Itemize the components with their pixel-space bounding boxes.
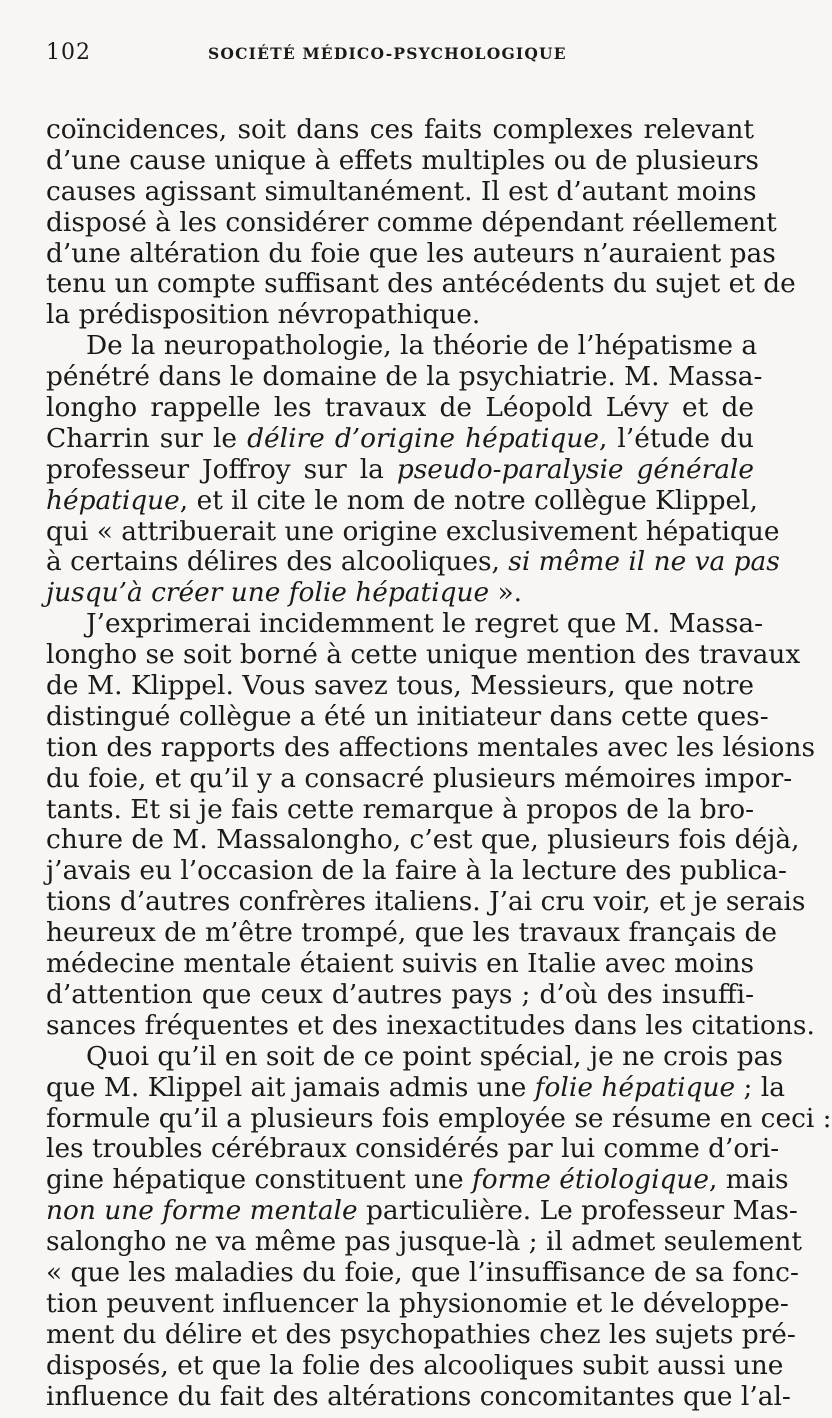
text-line: formule qu’il a plusieurs fois employée se résume en ceci : bbox=[46, 1102, 832, 1134]
text-line: la prédisposition névropathique. bbox=[46, 299, 481, 331]
text-line: d’une altération du foie que les auteurs n’auraient pas bbox=[46, 237, 776, 269]
text-segment: , et il cite le nom de notre collègue Klippel, bbox=[179, 484, 758, 516]
text-line: causes agissant simultanément. Il est d’autant moins bbox=[46, 175, 757, 207]
text-segment: que M. Klippel ait jamais admis une bbox=[46, 1071, 535, 1103]
text-segment: ; la bbox=[735, 1071, 785, 1103]
text-line: tion des rapports des affections mentales avec les lésions bbox=[46, 731, 815, 763]
text-line: chure de M. Massalongho, c’est que, plusieurs fois déjà, bbox=[46, 824, 800, 856]
text-line: sances fréquentes et des inexactitudes dans les citations. bbox=[46, 1009, 815, 1041]
text-line bbox=[46, 578, 754, 609]
text-line: pénétré dans le domaine de la psychiatrie. M. Massa- bbox=[46, 361, 763, 393]
text-line: Quoi qu’il en soit de ce point spécial, je ne crois pas bbox=[86, 1040, 783, 1072]
text-line: tants. Et si je fais cette remarque à propos de la bro- bbox=[46, 793, 755, 825]
body-text bbox=[46, 114, 832, 1412]
text-line: de M. Klippel. Vous savez tous, Messieurs, que notre bbox=[46, 670, 754, 702]
page-number: 102 bbox=[46, 40, 91, 65]
text-line: d’attention que ceux d’autres pays ; d’où des insuffi- bbox=[46, 978, 754, 1010]
running-head: SOCIÉTÉ MÉDICO-PSYCHOLOGIQUE bbox=[208, 44, 567, 63]
text-line: longho rappelle les travaux de Léopold Lévy et de bbox=[46, 392, 754, 424]
text-line bbox=[46, 1071, 785, 1104]
page-header bbox=[46, 40, 754, 80]
text-line: tion peuvent influencer la physionomie et le développe- bbox=[46, 1287, 789, 1319]
text-line: ment du délire et des psychopathies chez les sujets pré- bbox=[46, 1318, 796, 1350]
text-line: salongho ne va même pas jusque-là ; il admet seulement bbox=[46, 1226, 803, 1258]
text-line: heureux de m’être trompé, que les travaux français de bbox=[46, 917, 777, 949]
italic-segment: jusqu’à créer une folie hépatique bbox=[46, 577, 490, 609]
text-line: coïncidences, soit dans ces faits complexes relevant bbox=[46, 114, 754, 145]
text-line bbox=[46, 455, 754, 486]
text-line: médecine mentale étaient suivis en Italie avec moins bbox=[46, 948, 755, 980]
text-segment: particulière. Le professeur Mas- bbox=[357, 1195, 798, 1227]
text-line: tions d’autres confrères italiens. J’ai cru voir, et je serais bbox=[46, 886, 806, 918]
text-line bbox=[46, 424, 754, 455]
text-line: longho se soit borné à cette unique mention des travaux bbox=[46, 639, 801, 671]
text-line: tenu un compte suffisant des antécédents du sujet et de bbox=[46, 268, 796, 300]
italic-segment: délire d’origine hépatique bbox=[247, 422, 599, 454]
italic-segment: si même il ne va pas bbox=[508, 546, 780, 578]
text-line: qui « attribuerait une origine exclusivement hépatique bbox=[46, 515, 780, 547]
italic-segment: hépatique bbox=[46, 484, 180, 516]
text-line: disposés, et que la folie des alcooliques subit aussi une bbox=[46, 1349, 784, 1381]
text-segment: Charrin sur le bbox=[46, 422, 248, 454]
text-line: « que les maladies du foie, que l’insuffisance de sa fonc- bbox=[46, 1256, 799, 1288]
text-line: les troubles cérébraux considérés par lui comme d’ori- bbox=[46, 1133, 780, 1165]
text-segment: professeur Joffroy sur la bbox=[46, 453, 397, 485]
italic-segment: folie hépatique bbox=[534, 1071, 736, 1103]
text-line: du foie, et qu’il y a consacré plusieurs mémoires impor- bbox=[46, 762, 793, 794]
italic-segment: forme étiologique bbox=[472, 1164, 710, 1196]
text-line: De la neuropathologie, la théorie de l’hépatisme a bbox=[86, 330, 758, 362]
text-line: j’avais eu l’occasion de la faire à la lecture des publica- bbox=[46, 855, 787, 887]
text-line bbox=[46, 1164, 789, 1196]
italic-segment: pseudo-paralysie générale bbox=[396, 453, 754, 485]
text-line: J’exprimerai incidemment le regret que M. Massa- bbox=[86, 608, 764, 640]
text-segment: , mais bbox=[709, 1164, 789, 1196]
text-line: d’une cause unique à effets multiples ou de plusieurs bbox=[46, 144, 759, 176]
text-segment: ». bbox=[489, 577, 523, 609]
text-line bbox=[46, 1195, 798, 1227]
text-segment: à certains délires des alcooliques, bbox=[46, 546, 509, 578]
text-line bbox=[46, 546, 780, 578]
text-line: disposé à les considérer comme dépendant réellement bbox=[46, 206, 777, 238]
text-segment: , l’étude du bbox=[598, 422, 754, 454]
italic-segment: non une forme mentale bbox=[46, 1195, 358, 1227]
text-segment: gine hépatique constituent une bbox=[46, 1164, 472, 1196]
text-line bbox=[46, 484, 758, 517]
text-line: influence du fait des altérations concomitantes que l’al- bbox=[46, 1380, 791, 1412]
text-line: distingué collègue a été un initiateur dans cette ques- bbox=[46, 700, 769, 732]
